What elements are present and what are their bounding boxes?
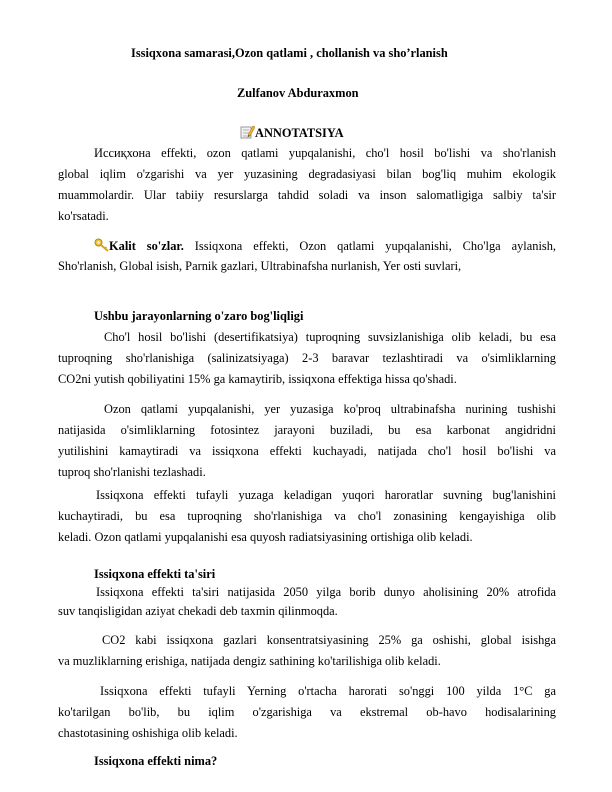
text-line: global iqlim o'zgarishi va yer yuzasining degradasiyasi bilan bog'liq muhim ekologik [58,167,556,181]
keywords-line [58,238,556,255]
text-line: tuproq sho'rlanishi tezlashadi. [58,465,206,479]
text-line: Issiqxona effekti ta'siri natijasida 2050 yilga borib dunyo aholisining 20% atrofida [96,585,556,599]
text-line: va muzliklarning erishiga, natijada dengiz sathining ko'tarilishiga olib keladi. [58,654,441,668]
section-heading: Issiqxona effekti ta'siri [94,567,216,581]
text-line: CO2 kabi issiqxona gazlari konsentratsiyasining 25% ga oshishi, global isishga [102,633,556,647]
keywords-text: Issiqxona effekti, Ozon qatlami yupqalanishi, Cho'lga aylanish, [183,239,557,253]
text-line: ko'rsatadi. [58,209,109,223]
text-line: Иссиқхона effekti, ozon qatlami yupqalanishi, cho'l hosil bo'lishi va sho'rlanish [94,146,556,160]
text-line: Issiqxona effekti tufayli yuzaga keladigan yuqori haroratlar suvning bug'lanishini [96,488,556,502]
keywords-line: Sho'rlanish, Global isish, Parnik gazlari, Ultrabinafsha nurlanish, Yer osti suvlari, [58,259,462,273]
memo-icon [240,125,255,142]
text-line: ko'tarilgan bo'lib, bu iqlim o'zgarishiga va ekstremal ob-havo hodisalarining [58,705,556,719]
text-line: kuchaytiradi, bu esa tuproqning sho'rlanishiga va cho'l zonasining kengayishiga olib [58,509,556,523]
text-line: CO2ni yutish qobiliyatini 15% ga kamaytirib, issiqxona effektiga hissa qo'shadi. [58,372,457,386]
section-heading: Issiqxona effekti nima? [94,754,218,768]
text-line: chastotasining oshishiga olib keladi. [58,726,238,740]
text-line: tuproqning sho'rlanishiga (salinizatsiyaga) 2-3 baravar tezlashtiradi va o'simliklarning [58,351,556,365]
author-name: Zulfanov Abduraxmon [237,86,359,100]
key-icon [94,238,109,255]
keywords-label: Kalit so'zlar. [109,239,184,253]
text-line: muammolardir. Ular tabiiy resurslarga tahdid soladi va inson salomatligiga salbiy ta'sir [58,188,556,202]
text-line: natijasida o'simliklarning fotosintez jarayoni buziladi, bu esa karbonat angidridni [58,423,556,437]
text-line: suv tanqisligidan aziyat chekadi deb taxmin qilinmoqda. [58,604,338,618]
text-line: keladi. Ozon qatlami yupqalanishi esa quyosh radiatsiyasining ortishiga olib keladi. [58,530,473,544]
annotation-heading [240,125,344,142]
section-heading: Ushbu jarayonlarning o'zaro bog'liqligi [94,309,304,323]
document-title: Issiqxona samarasi,Ozon qatlami , chollanish va sho’rlanish [131,46,448,60]
text-line: Ozon qatlami yupqalanishi, yer yuzasiga ko'proq ultrabinafsha nurining tushishi [104,402,556,416]
text-line: yutilishini kamaytiradi va issiqxona effekti kuchayadi, natijada cho'l hosil bo'lishi va [58,444,556,458]
text-line: Issiqxona effekti tufayli Yerning o'rtacha harorati so'nggi 100 yilda 1°C ga [100,684,556,698]
annotation-heading-text: ANNOTATSIYA [255,126,344,140]
text-line: Cho'l hosil bo'lishi (desertifikatsiya) tuproqning suvsizlanishiga olib keladi, bu esa [104,330,556,344]
